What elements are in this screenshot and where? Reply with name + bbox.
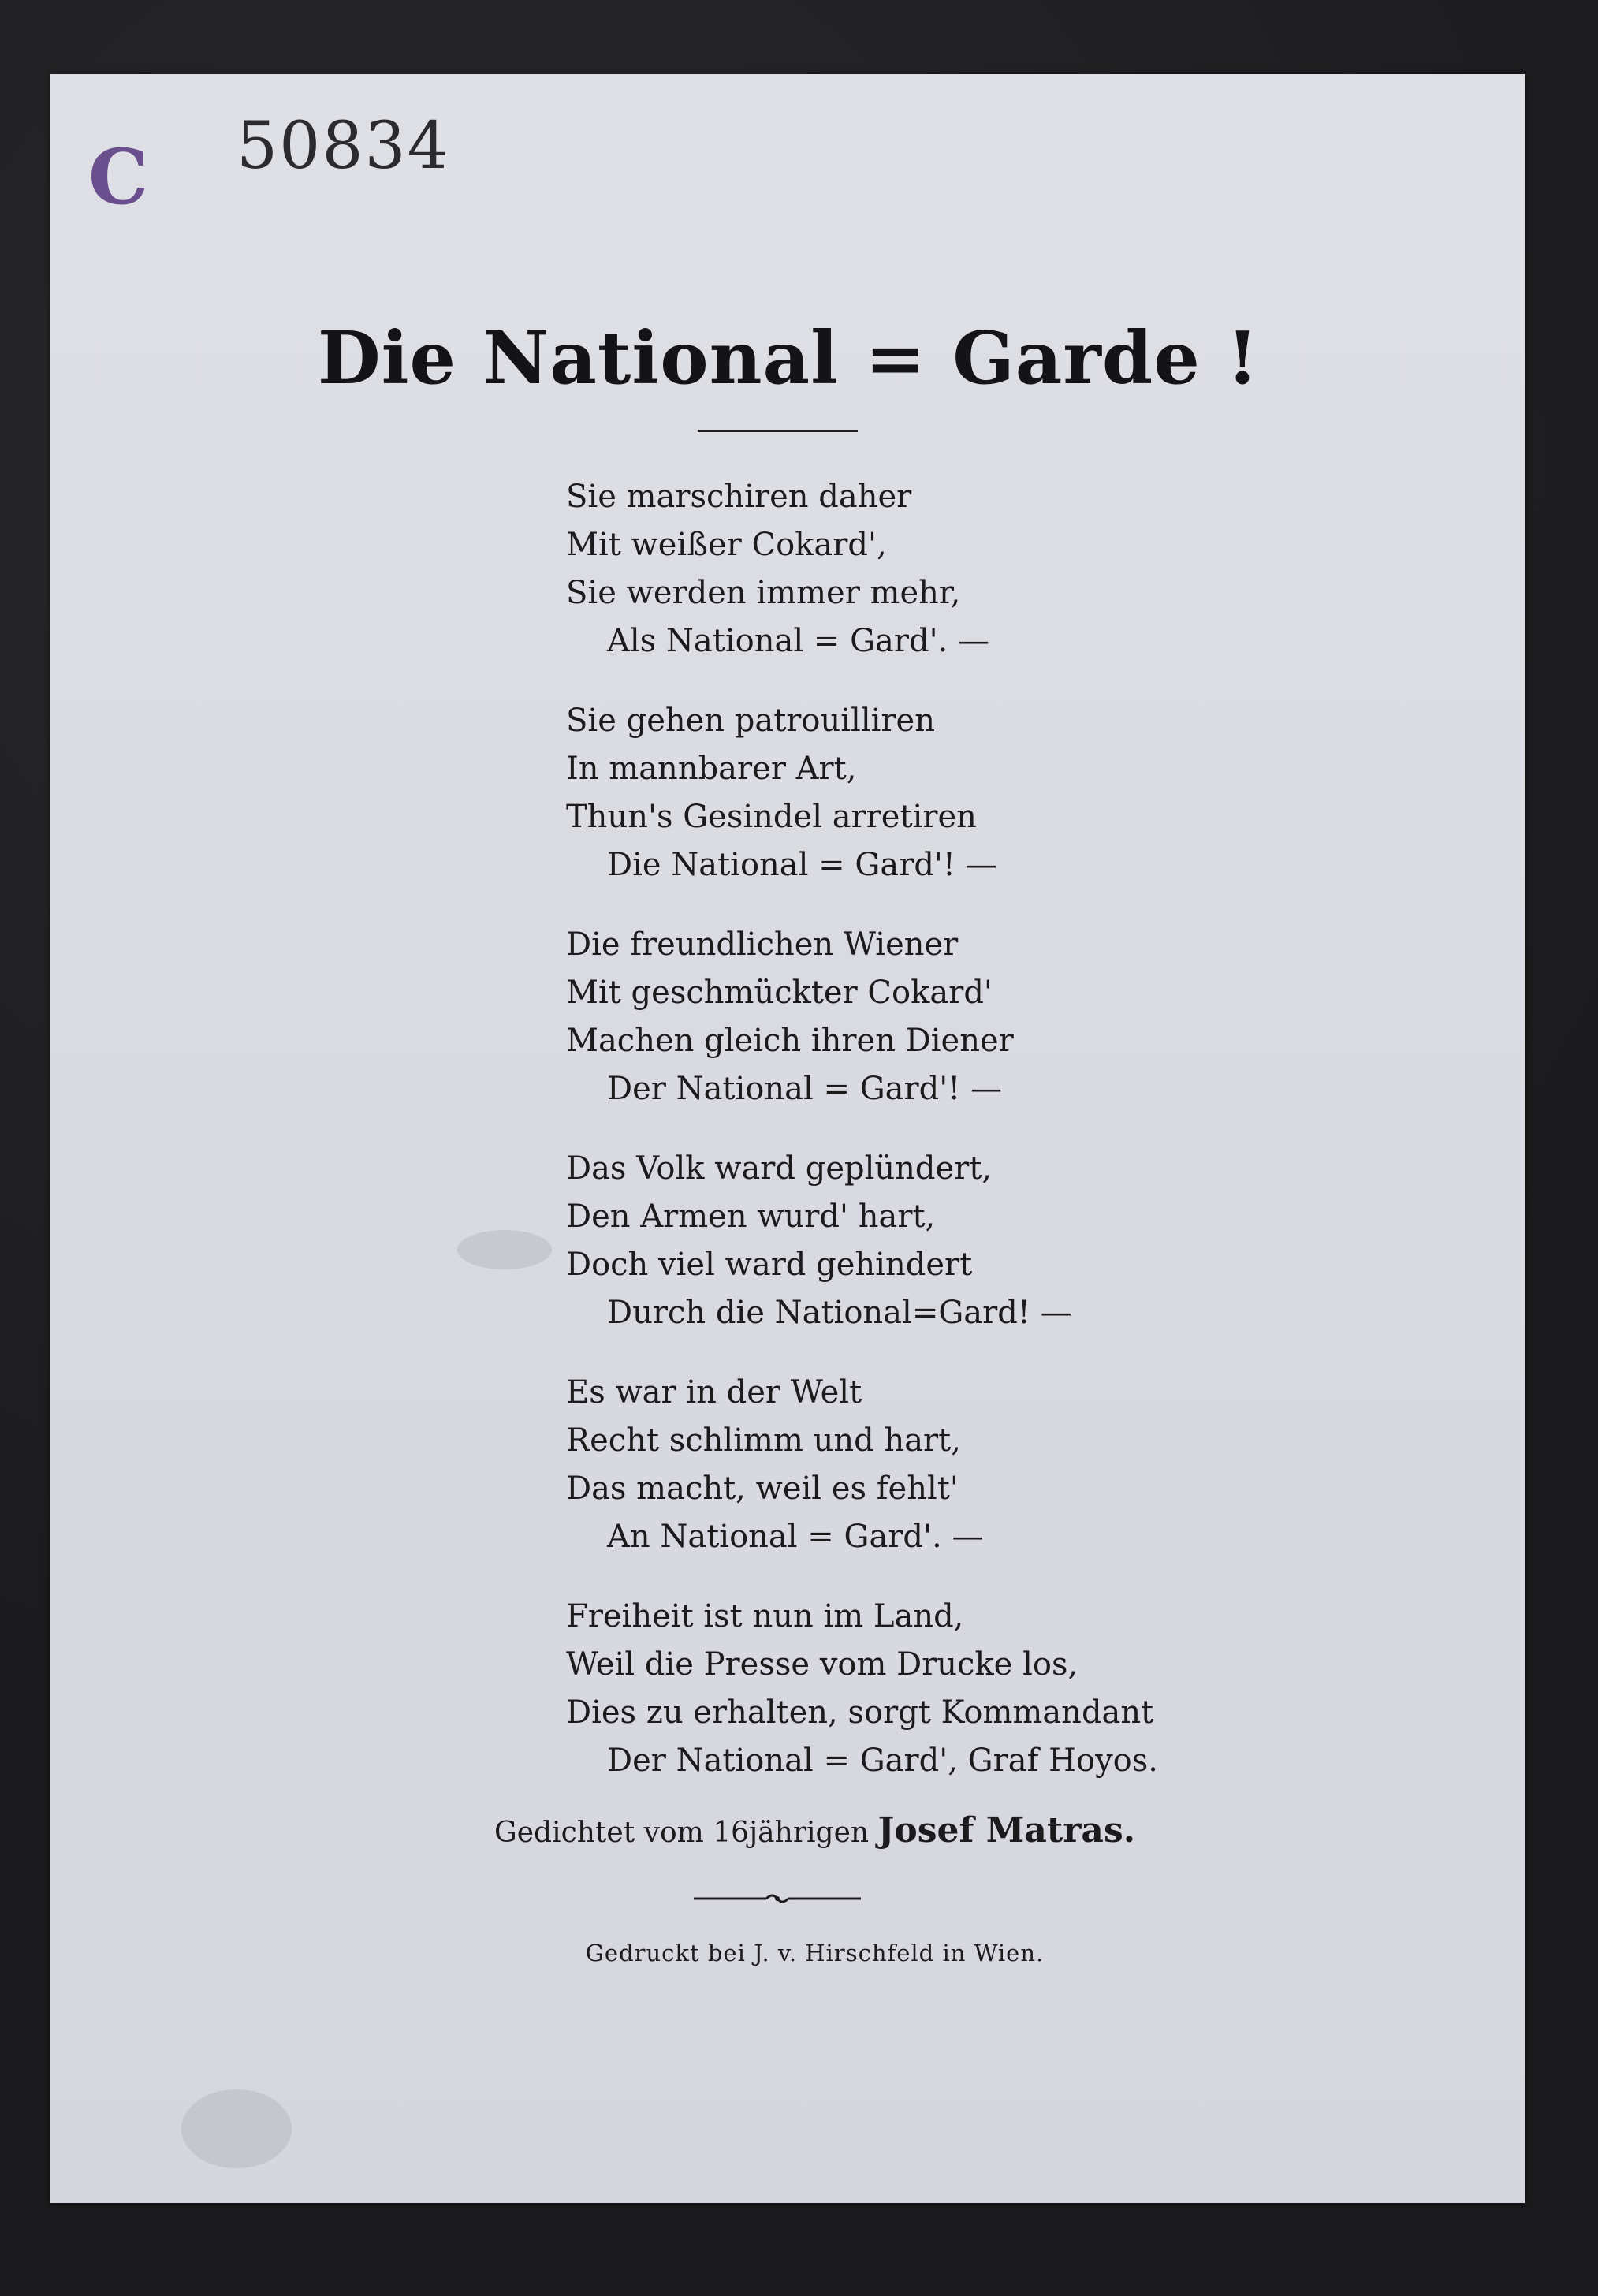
poem-line: Als National = Gard'. — bbox=[607, 623, 990, 659]
title-divider bbox=[698, 430, 858, 432]
stanza bbox=[566, 697, 1276, 889]
poem-line: Sie werden immer mehr, bbox=[566, 575, 961, 611]
poem-line: Den Armen wurd' hart, bbox=[566, 1198, 936, 1235]
poem-line: In mannbarer Art, bbox=[566, 751, 857, 787]
poem-line: Der National = Gard'! — bbox=[607, 1071, 1003, 1107]
poem-line: Mit weißer Cokard', bbox=[566, 527, 887, 563]
paper-smudge bbox=[181, 2089, 292, 2168]
poem-line: Sie marschiren daher bbox=[566, 479, 912, 515]
poem-line: Es war in der Welt bbox=[566, 1374, 862, 1411]
poem-line: Sie gehen patrouilliren bbox=[566, 703, 935, 739]
poem-line: Doch viel ward gehindert bbox=[566, 1247, 973, 1283]
poem-line: Dies zu erhalten, sorgt Kommandant bbox=[566, 1694, 1154, 1731]
poem-title: Die National = Garde ! bbox=[317, 315, 1260, 401]
stamp-letter: C bbox=[88, 132, 149, 222]
poem-line: Das Volk ward geplündert, bbox=[566, 1150, 993, 1187]
printer-imprint: Gedruckt bei J. v. Hirschfeld in Wien. bbox=[585, 1940, 1045, 1966]
poem-body bbox=[566, 473, 1276, 1817]
stanza bbox=[566, 1369, 1276, 1561]
stanza bbox=[566, 921, 1276, 1113]
poem-line: Der National = Gard', Graf Hoyos. bbox=[607, 1742, 1159, 1779]
stanza bbox=[566, 473, 1276, 665]
catalog-number: 50834 bbox=[237, 109, 450, 184]
poem-line: Machen gleich ihren Diener bbox=[566, 1023, 1014, 1059]
poem-line: Weil die Presse vom Drucke los, bbox=[566, 1646, 1078, 1683]
author-name: Josef Matras. bbox=[877, 1810, 1136, 1851]
stanza bbox=[566, 1145, 1276, 1337]
poem-line: Freiheit ist nun im Land, bbox=[566, 1598, 964, 1634]
ornament-divider-icon bbox=[694, 1891, 861, 1906]
poem-line: Thun's Gesindel arretiren bbox=[566, 799, 977, 835]
stanza bbox=[566, 1593, 1276, 1785]
poem-line: Durch die National=Gard! — bbox=[607, 1295, 1072, 1331]
poem-line: Die freundlichen Wiener bbox=[566, 926, 959, 963]
paper-smudge bbox=[457, 1230, 552, 1269]
credit-prefix: Gedichtet vom 16jährigen bbox=[494, 1817, 870, 1849]
poem-line: An National = Gard'. — bbox=[607, 1519, 984, 1555]
poem-line: Das macht, weil es fehlt' bbox=[566, 1470, 959, 1507]
author-credit bbox=[0, 1810, 1598, 1851]
poem-line: Recht schlimm und hart, bbox=[566, 1422, 961, 1459]
poem-line: Die National = Gard'! — bbox=[607, 847, 997, 883]
poem-line: Mit geschmückter Cokard' bbox=[566, 975, 993, 1011]
